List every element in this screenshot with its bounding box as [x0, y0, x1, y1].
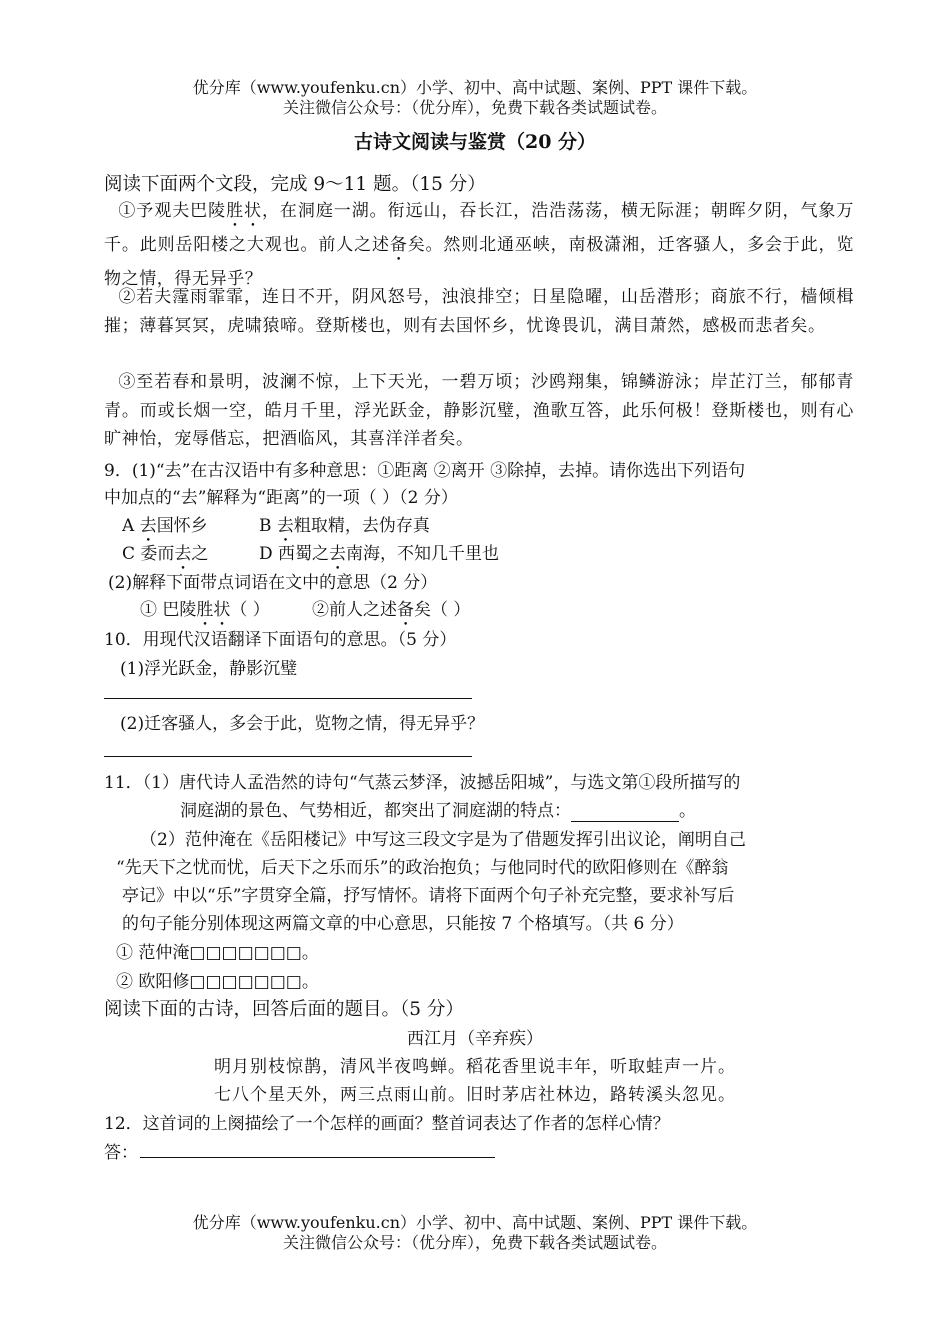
q9-option-c: C 委而去之 [122, 544, 209, 564]
q9-sub2-stem: (2)解释下面带点词语在文中的意思（2 分） [108, 573, 438, 593]
q11-line-3: （2）范仲淹在《岳阳楼记》中写这三段文字是为了借题发挥引出议论，阐明自己 [140, 830, 746, 850]
q11-fill-2[interactable]: ② 欧阳修□□□□□□□。 [116, 972, 319, 992]
passage-paragraph-1: ①予观夫巴陵胜状，在洞庭一湖。衔远山，吞长江，浩浩荡荡，横无际涯；朝晖夕阴，气象万千。此则岳阳楼之大观也。前人之述备矣。然则北通巫峡，南极潇湘，迁客骚人，多会于此，览物之情，得无异乎？ [104, 201, 854, 289]
q12-answer-line[interactable] [140, 1157, 495, 1158]
header-line-1: 优分库（www.youfenku.cn）小学、初中、高中试题、案例、PPT 课件下载。 [192, 78, 758, 97]
q11-line-4: “先天下之忧而忧，后天下之乐而乐”的政治抱负；与他同时代的欧阳修则在《醉翁 [116, 858, 729, 878]
q10-stem: 10．用现代汉语翻译下面语句的意思。（5 分） [104, 630, 457, 650]
q9-stem-line-2: 中加点的“去”解释为“距离”的一项（ ）（2 分） [104, 488, 458, 508]
q10-answer-line-1[interactable] [104, 698, 472, 699]
page-title: 古诗文阅读与鉴赏（20 分） [353, 131, 597, 153]
poem-line-2: 七八个星天外，两三点雨山前。旧时茅店社林边，路转溪头忽见。 [214, 1085, 736, 1105]
dotted-word-shengzhuang: 胜状 [226, 201, 262, 221]
q11-answer-blank[interactable] [571, 801, 679, 822]
section1-intro: 阅读下面两个文段，完成 9～11 题。（15 分） [104, 174, 486, 195]
q12-stem: 12．这首词的上阕描绘了一个怎样的画面？整首词表达了作者的怎样心情？ [104, 1114, 670, 1134]
q11-line-2: 洞庭湖的景色、气势相近，都突出了洞庭湖的特点： 。 [180, 801, 696, 821]
dotted-word-bei: 备 [389, 235, 408, 255]
q10-sentence-2: (2)迁客骚人，多会于此，览物之情，得无异乎？ [120, 714, 485, 734]
poem-line-1: 明月别枝惊鹊，清风半夜鸣蝉。稻花香里说丰年，听取蛙声一片。 [214, 1057, 736, 1077]
q9-option-d: D 西蜀之去南海，不知几千里也 [259, 544, 500, 564]
q9-option-b: B 去粗取精，去伪存真 [259, 516, 430, 536]
footer-line-1: 优分库（www.youfenku.cn）小学、初中、高中试题、案例、PPT 课件下载。 [192, 1213, 758, 1232]
passage-paragraph-2: ②若夫霪雨霏霏，连日不开，阴风怒号，浊浪排空；日星隐曜，山岳潜形；商旅不行，樯倾楫摧；薄暮冥冥，虎啸猿啼。登斯楼也，则有去国怀乡，忧谗畏讥，满目萧然，感极而悲者矣。 [104, 287, 854, 336]
q10-sentence-1: (1)浮光跃金，静影沉璧 [120, 659, 298, 679]
q9-option-a: A 去国怀乡 [122, 516, 208, 536]
q11-line-6: 的句子能分别体现这两篇文章的中心意思，只能按 7 个格填写。（共 6 分） [122, 914, 684, 934]
q9-stem-line-1: 9．(1)“去”在古汉语中有多种意思：①距离 ②离开 ③除掉，去掉。请你选出下列语句 [104, 461, 746, 481]
poem-title: 西江月 [407, 1029, 458, 1049]
q11-line-1: 11．（1）唐代诗人孟浩然的诗句“气蒸云梦泽，波撼岳阳城”，与选文第①段所描写的 [104, 773, 741, 793]
section2-intro: 阅读下面的古诗，回答后面的题目。（5 分） [104, 999, 464, 1020]
q9-item-2: ②前人之述备矣（ ） [312, 600, 471, 620]
header-line-2: 关注微信公众号：（优分库），免费下载各类试题试卷。 [282, 98, 667, 117]
q11-fill-1[interactable]: ① 范仲淹□□□□□□□。 [116, 943, 319, 963]
poem-heading [0, 1024, 950, 1049]
q9-item-1: ① 巴陵胜状（ ） [140, 600, 270, 620]
q11-line-5: 亭记》中以“乐”字贯穿全篇，抒写情怀。请将下面两个句子补充完整，要求补写后 [122, 886, 735, 906]
footer-line-2: 关注微信公众号：（优分库），免费下载各类试题试卷。 [282, 1233, 667, 1252]
q12-answer-label: 答： [104, 1143, 138, 1163]
passage-paragraph-3: ③至若春和景明，波澜不惊，上下天光，一碧万顷；沙鸥翔集，锦鳞游泳；岸芷汀兰，郁郁青青。而或长烟一空，皓月千里，浮光跃金，静影沉璧，渔歌互答，此乐何极！登斯楼也，则有心旷神怡，宠辱偕忘，把酒临风，其喜洋洋者矣。 [104, 372, 854, 449]
q10-answer-line-2[interactable] [104, 756, 472, 757]
poem-author: （辛弃疾） [458, 1029, 543, 1049]
